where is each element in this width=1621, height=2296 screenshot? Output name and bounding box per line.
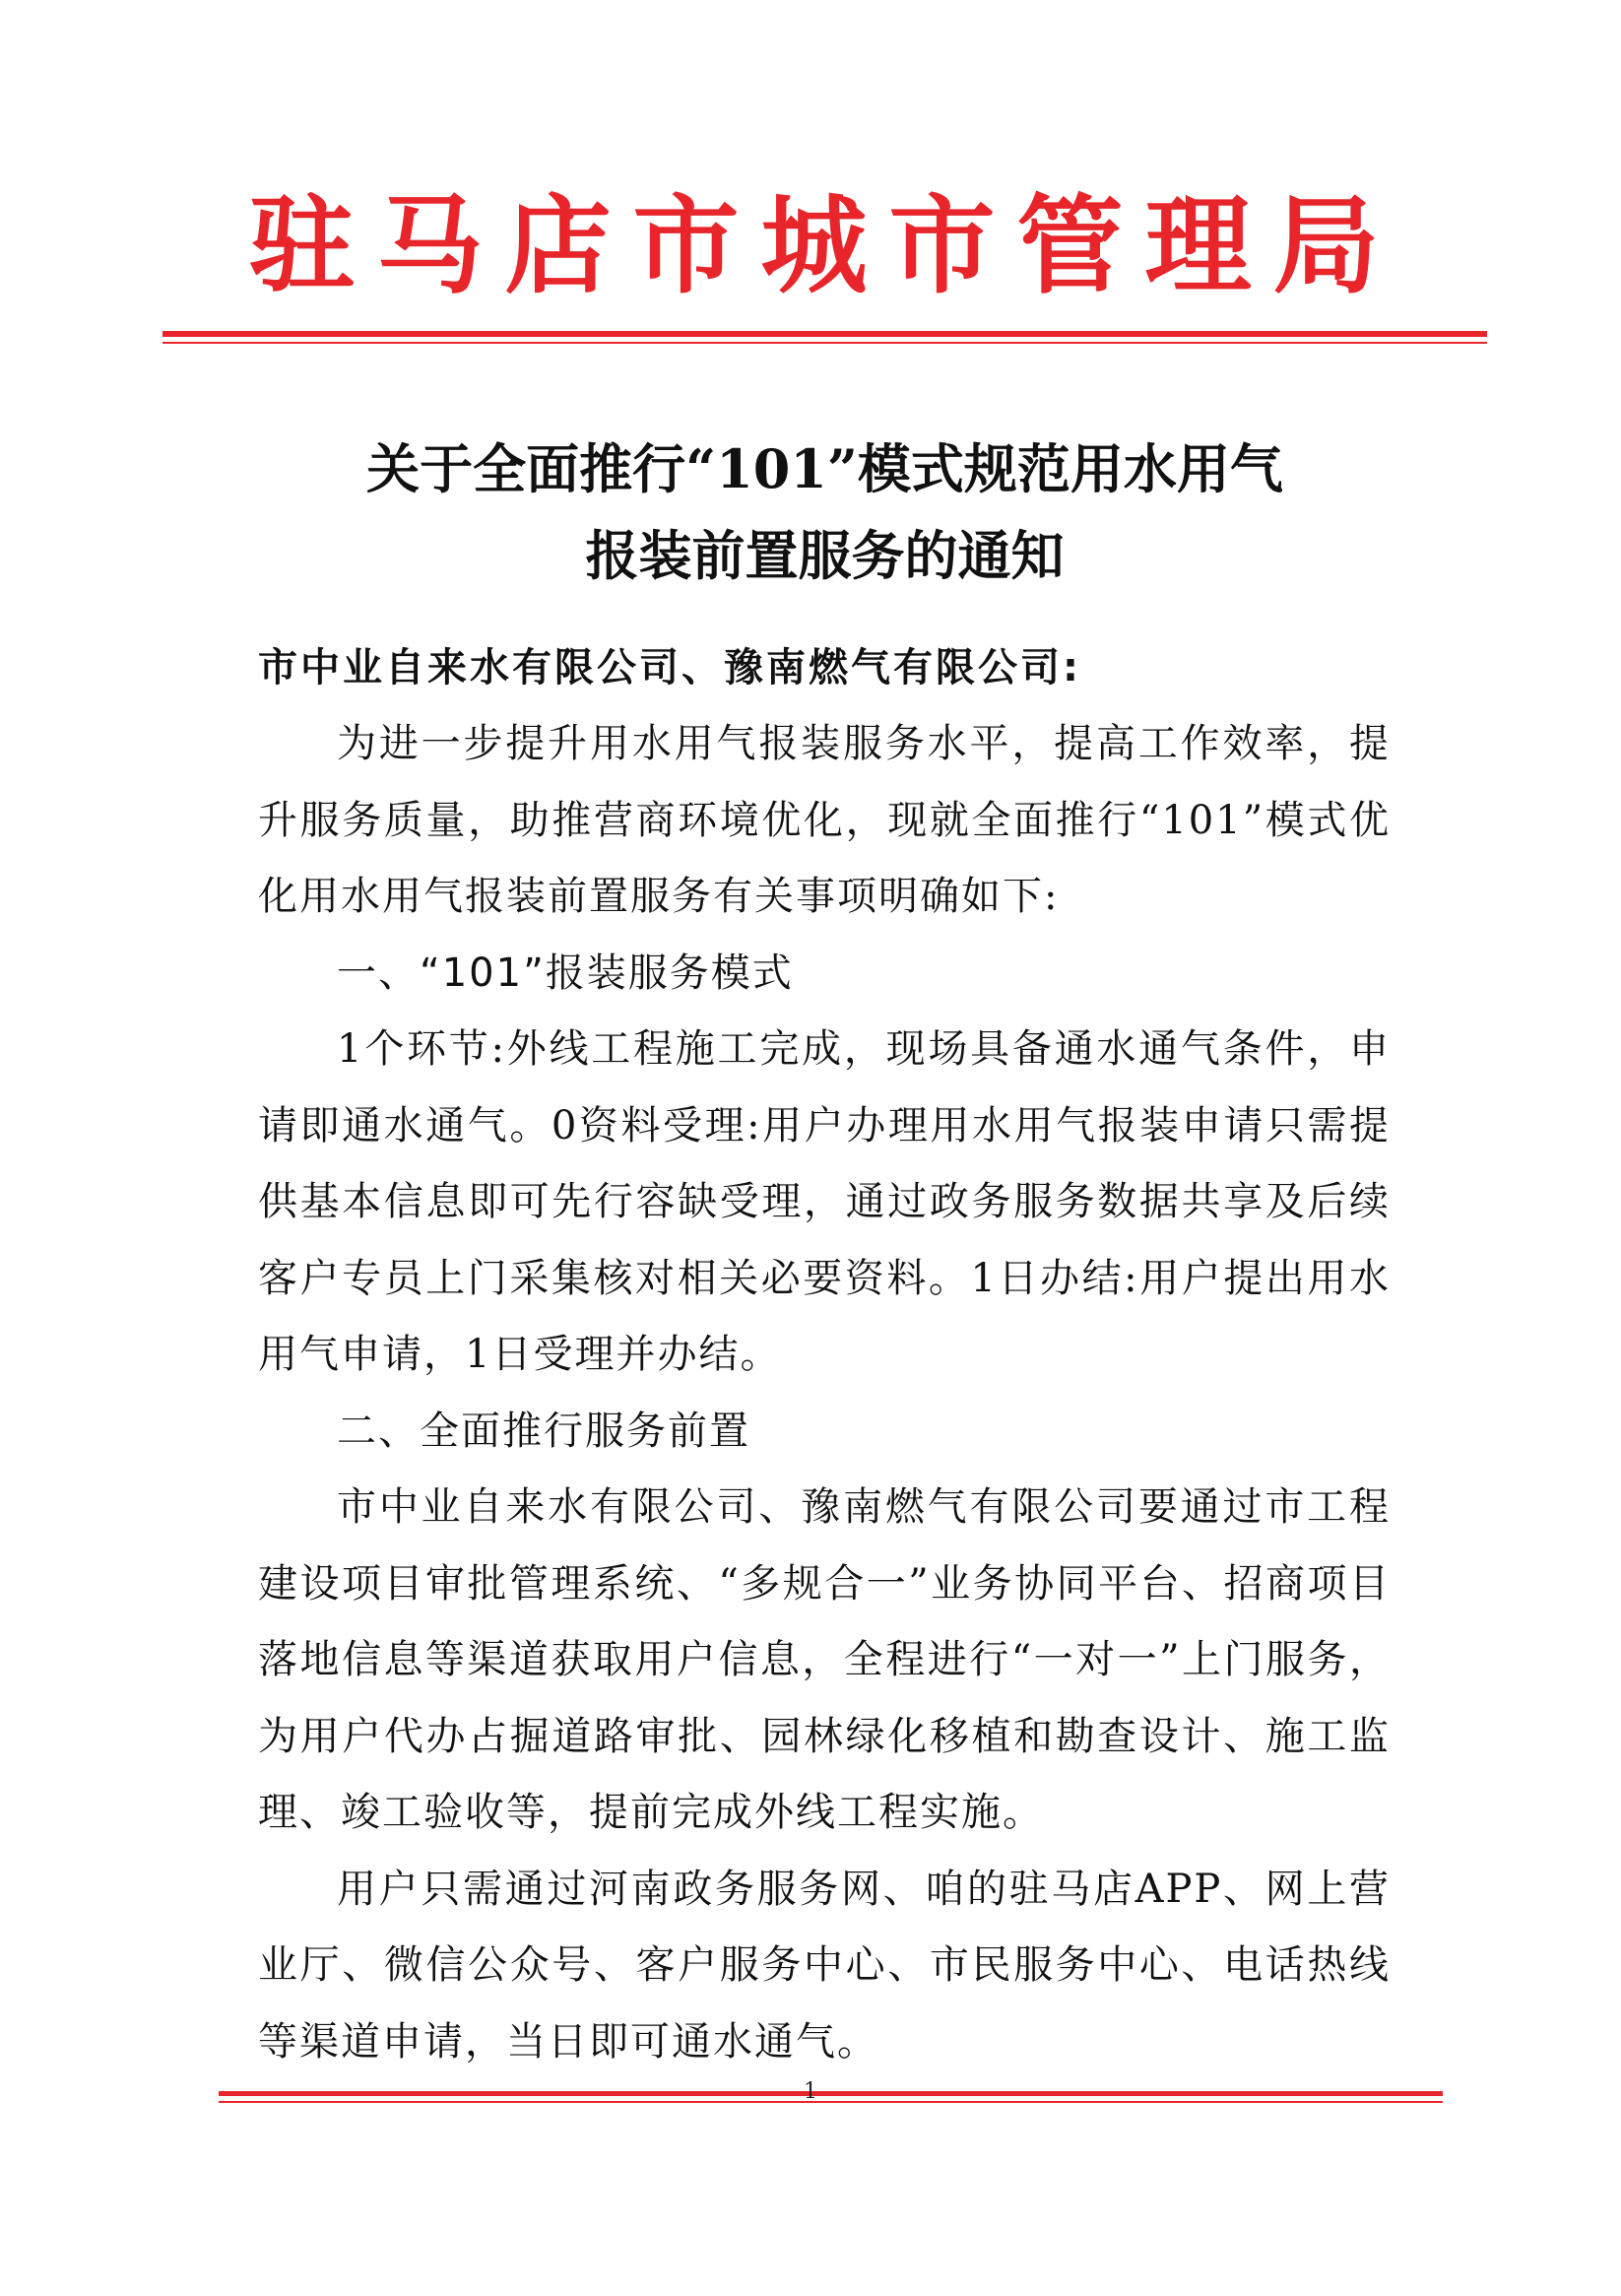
document-title-line-2: 报装前置服务的通知 <box>585 524 1065 587</box>
document-title-line-1: 关于全面推行“101”模式规范用水用气 <box>366 437 1283 500</box>
intro-paragraph: 为进一步提升用水用气报装服务水平，提高工作效率，提升服务质量，助推营商环境优化，现就全面推行“101”模式优化用水用气报装前置服务有关事项明确如下: <box>258 721 1391 919</box>
header-red-rule-thick <box>162 331 1487 337</box>
section-1-paragraph: 1个环节:外线工程施工完成，现场具备通水通气条件，申请即通水通气。0资料受理:用户办理用水用气报装申请只需提供基本信息即可先行容缺受理，通过政务服务数据共享及后续客户专员上门采集核对相关必要资料。1日办结:用户提出用水用气申请，1日受理并办结。 <box>258 1026 1391 1377</box>
section-2-paragraph-1: 市中业自来水有限公司、豫南燃气有限公司要通过市工程建设项目审批管理系统、“多规合一”业务协同平台、招商项目落地信息等渠道获取用户信息，全程进行“一对一”上门服务，为用户代办占掘道路审批、园林绿化移植和勘查设计、施工监理、竣工验收等，提前完成外线工程实施。 <box>258 1484 1391 1835</box>
salutation: 市中业自来水有限公司、豫南燃气有限公司: <box>258 645 1081 690</box>
section-2-heading: 二、全面推行服务前置 <box>337 1408 750 1454</box>
document-body <box>258 706 1391 2080</box>
section-1-heading: 一、“101”报装服务模式 <box>337 950 794 996</box>
issuing-organization-header: 驻马店市城市管理局 <box>248 184 1401 308</box>
document-title <box>162 426 1487 599</box>
section-2-paragraph-2: 用户只需通过河南政务服务网、咱的驻马店APP、网上营业厅、微信公众号、客户服务中心、市民服务中心、电话热线等渠道申请，当日即可通水通气。 <box>258 1866 1391 2065</box>
header-red-rule-thin <box>162 342 1487 344</box>
page-number: 1 <box>804 2079 817 2104</box>
